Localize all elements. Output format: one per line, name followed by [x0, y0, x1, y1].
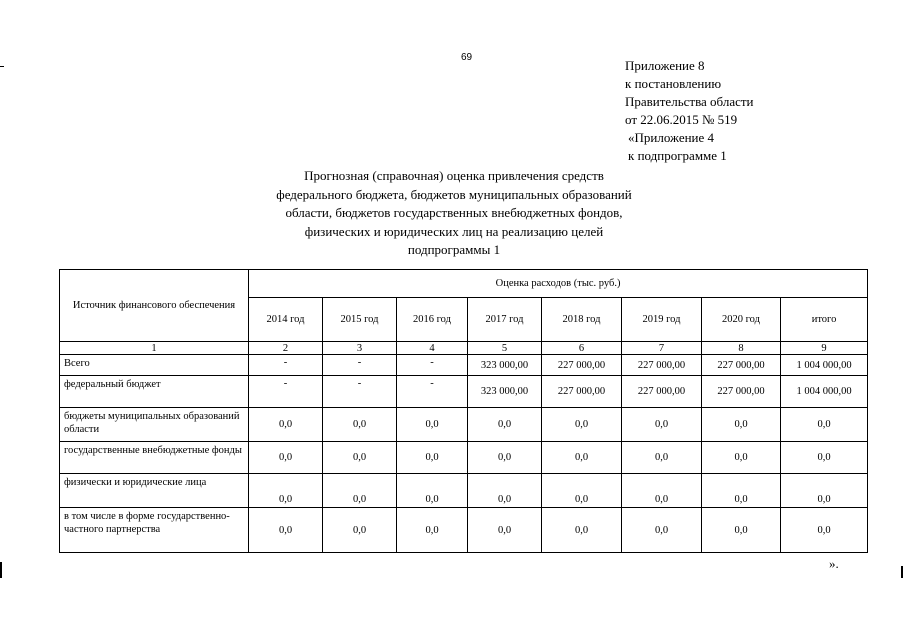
row-value: 0,0: [702, 508, 781, 553]
year-header: 2018 год: [542, 298, 622, 342]
table-row: [60, 474, 868, 508]
column-number: 5: [468, 342, 542, 355]
year-header: 2015 год: [323, 298, 397, 342]
row-value: 0,0: [468, 474, 542, 508]
row-value: 0,0: [781, 442, 868, 474]
row-value: 0,0: [468, 442, 542, 474]
title-line: федерального бюджета, бюджетов муниципальных образований: [276, 186, 632, 202]
row-value: 0,0: [622, 508, 702, 553]
column-number: 7: [622, 342, 702, 355]
column-number: 2: [249, 342, 323, 355]
column-number: 6: [542, 342, 622, 355]
year-header: 2019 год: [622, 298, 702, 342]
financing-table: [59, 269, 868, 553]
total-header: итого: [781, 298, 868, 342]
row-value: 0,0: [468, 508, 542, 553]
document-title: [180, 167, 728, 260]
row-value: -: [323, 376, 397, 408]
appendix-line: Правительства области: [625, 94, 754, 109]
row-value: 0,0: [323, 442, 397, 474]
column-number: 1: [60, 342, 249, 355]
appendix-line: к постановлению: [625, 76, 722, 91]
row-source: в том числе в форме государственно-частного партнерства: [60, 508, 249, 553]
row-value: -: [397, 355, 468, 376]
scan-edge-mark: [0, 562, 2, 578]
title-line: области, бюджетов государственных внебюджетных фондов,: [285, 205, 623, 220]
row-value: 1 004 000,00: [781, 376, 868, 408]
row-value: 0,0: [781, 474, 868, 508]
row-value: 0,0: [622, 442, 702, 474]
column-number: 3: [323, 342, 397, 355]
table-row: [60, 355, 868, 376]
row-value: 0,0: [249, 474, 323, 508]
row-value: 227 000,00: [622, 376, 702, 408]
source-column-header: Источник финансового обеспечения: [60, 270, 249, 342]
row-value: 0,0: [249, 442, 323, 474]
table-row: [60, 408, 868, 442]
row-value: 0,0: [249, 408, 323, 442]
appendix-line: к подпрограмме 1: [628, 148, 727, 163]
row-value: 227 000,00: [542, 355, 622, 376]
row-value: 0,0: [542, 474, 622, 508]
row-value: 0,0: [323, 408, 397, 442]
row-value: 0,0: [249, 508, 323, 553]
title-line: Прогнозная (справочная) оценка привлечения средств: [304, 168, 604, 183]
row-source: бюджеты муниципальных образований области: [60, 408, 249, 442]
appendix-block: [625, 57, 754, 165]
expenses-header: Оценка расходов (тыс. руб.): [249, 270, 868, 298]
row-value: 323 000,00: [468, 376, 542, 408]
row-value: 0,0: [397, 474, 468, 508]
row-value: 0,0: [622, 408, 702, 442]
row-value: 0,0: [702, 408, 781, 442]
column-number: 8: [702, 342, 781, 355]
closing-quote: ».: [829, 556, 839, 571]
column-number: 9: [781, 342, 868, 355]
row-value: 0,0: [323, 474, 397, 508]
row-value: 227 000,00: [622, 355, 702, 376]
row-value: 0,0: [468, 408, 542, 442]
row-value: 0,0: [542, 508, 622, 553]
appendix-line: «Приложение 4: [628, 130, 715, 145]
column-number: 4: [397, 342, 468, 355]
row-value: 0,0: [542, 442, 622, 474]
row-value: -: [323, 355, 397, 376]
row-value: 0,0: [781, 408, 868, 442]
row-value: 0,0: [323, 508, 397, 553]
scan-edge-tick: [0, 66, 4, 67]
title-line: подпрограммы 1: [407, 242, 501, 257]
row-value: 227 000,00: [702, 376, 781, 408]
row-source: физически и юридические лица: [60, 474, 249, 508]
row-value: -: [249, 355, 323, 376]
appendix-line: от 22.06.2015 № 519: [625, 112, 738, 127]
row-value: 0,0: [397, 442, 468, 474]
table-row: [60, 442, 868, 474]
row-value: 0,0: [397, 508, 468, 553]
appendix-line: Приложение 8: [625, 58, 705, 73]
table-row: [60, 508, 868, 553]
table-row: [60, 376, 868, 408]
row-value: 0,0: [397, 408, 468, 442]
year-header: 2020 год: [702, 298, 781, 342]
row-value: 227 000,00: [542, 376, 622, 408]
page-number: 69: [461, 52, 473, 63]
row-value: 0,0: [702, 474, 781, 508]
row-value: 0,0: [702, 442, 781, 474]
row-value: -: [249, 376, 323, 408]
row-value: 0,0: [542, 408, 622, 442]
row-source: государственные внебюджетные фонды: [60, 442, 249, 474]
year-header: 2017 год: [468, 298, 542, 342]
year-header: 2016 год: [397, 298, 468, 342]
row-source: федеральный бюджет: [60, 376, 249, 408]
title-line: физических и юридических лиц на реализацию целей: [304, 223, 604, 239]
row-source: Всего: [60, 355, 249, 376]
row-value: 0,0: [622, 474, 702, 508]
row-value: -: [397, 376, 468, 408]
row-value: 1 004 000,00: [781, 355, 868, 376]
row-value: 323 000,00: [468, 355, 542, 376]
row-value: 0,0: [781, 508, 868, 553]
scan-edge-mark-right: [901, 566, 903, 578]
year-header: 2014 год: [249, 298, 323, 342]
row-value: 227 000,00: [702, 355, 781, 376]
